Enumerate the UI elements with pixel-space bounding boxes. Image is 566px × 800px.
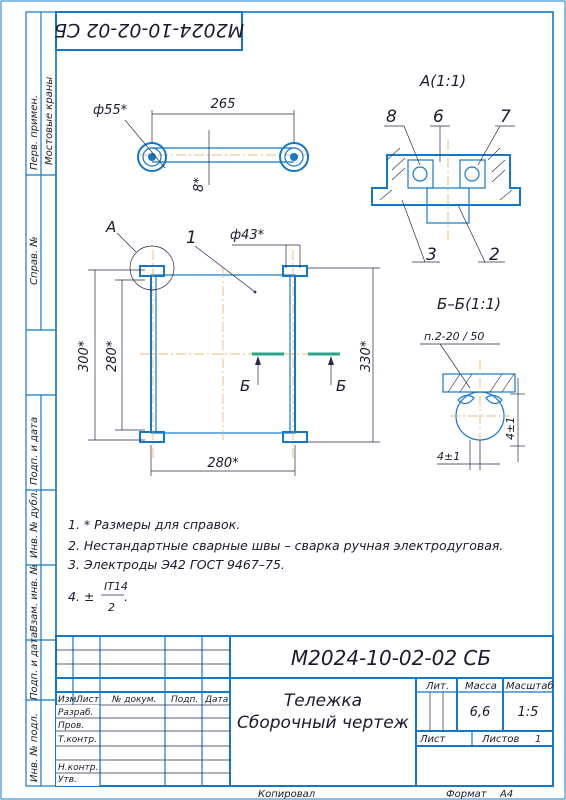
stamp-title-2: Сборочный чертеж bbox=[237, 713, 409, 733]
sheet-border bbox=[1, 1, 565, 799]
dim-265: 265 bbox=[210, 97, 236, 112]
note-4-den: 2 bbox=[108, 601, 115, 614]
dim-300: 300* bbox=[77, 340, 92, 372]
row-tkontr: Т.контр. bbox=[58, 735, 98, 745]
side-label-perv: Перв. примен. bbox=[29, 94, 40, 170]
note-4-prefix: 4. ± bbox=[68, 589, 95, 604]
dim-41b: 4±1 bbox=[504, 416, 517, 440]
stamp-code: М2024-10-02-02 СБ bbox=[290, 646, 492, 670]
label-3: 3 bbox=[426, 245, 437, 265]
lbl-listov: Листов bbox=[482, 734, 520, 745]
note-4-num: IT14 bbox=[104, 580, 128, 593]
val-format: А4 bbox=[500, 789, 514, 800]
lbl-kopiroval: Копировал bbox=[258, 789, 316, 800]
side-label-podp2: Подп. и дата bbox=[29, 631, 40, 700]
hdr-list: Лист bbox=[76, 695, 99, 705]
lbl-masshtab: Масштаб bbox=[506, 681, 554, 692]
title-block bbox=[56, 636, 554, 800]
label-A: А bbox=[106, 218, 117, 236]
dim-d55: ф55* bbox=[93, 103, 128, 118]
side-label-inv-podl: Инв. № подл. bbox=[29, 713, 40, 782]
dim-8: 8* bbox=[192, 177, 207, 192]
code-rotated: М2024-10-02-02 СБ bbox=[53, 19, 245, 41]
label-2: 2 bbox=[489, 245, 500, 265]
view-A-title: А(1:1) bbox=[420, 72, 467, 90]
notes bbox=[68, 517, 503, 614]
side-label-sprav: Справ. № bbox=[29, 236, 40, 285]
stamp-title-1: Тележка bbox=[283, 691, 363, 711]
hdr-podp: Подп. bbox=[171, 695, 199, 705]
label-8: 8 bbox=[386, 107, 397, 127]
side-label-podp1: Подп. и дата bbox=[29, 416, 40, 485]
dim-280h: 280* bbox=[207, 456, 239, 471]
code-box-rotated bbox=[54, 12, 244, 50]
dim-280v: 280* bbox=[105, 340, 120, 372]
side-label-inv-dubl: Инв. № дубл. bbox=[29, 489, 40, 558]
label-B2: Б bbox=[336, 377, 347, 395]
val-scale: 1:5 bbox=[517, 705, 539, 720]
dim-330: 330* bbox=[359, 340, 374, 372]
label-1: 1 bbox=[186, 228, 197, 248]
view-BB-title: Б–Б(1:1) bbox=[437, 295, 501, 313]
weld-label: п.2-20 / 50 bbox=[424, 330, 485, 343]
lbl-format: Формат bbox=[446, 789, 487, 800]
row-nkontr: Н.контр. bbox=[58, 763, 99, 773]
note-4-dot: . bbox=[124, 589, 128, 604]
side-label-vzam: Взам. инв. № bbox=[29, 564, 40, 632]
label-6: 6 bbox=[433, 107, 444, 127]
lbl-list: Лист bbox=[420, 734, 446, 745]
front-view bbox=[77, 218, 380, 476]
top-view bbox=[93, 97, 310, 192]
hdr-doc: № докум. bbox=[112, 695, 157, 705]
detail-A bbox=[372, 72, 520, 265]
lbl-lit: Лит. bbox=[426, 681, 450, 692]
side-strip bbox=[26, 12, 56, 786]
side-label-kran: Мостовые краны bbox=[44, 76, 55, 165]
row-utv: Утв. bbox=[58, 775, 77, 785]
note-2: 2. Нестандартные сварные швы – сварка ручная электродуговая. bbox=[68, 538, 504, 553]
lbl-massa: Масса bbox=[465, 681, 497, 692]
dim-d43: ф43* bbox=[230, 228, 265, 243]
hdr-data: Дата bbox=[205, 695, 229, 705]
note-3: 3. Электроды Э42 ГОСТ 9467–75. bbox=[68, 557, 285, 572]
val-listov: 1 bbox=[535, 734, 542, 745]
row-prov: Пров. bbox=[58, 721, 85, 731]
val-massa: 6,6 bbox=[469, 705, 491, 720]
dim-41a: 4±1 bbox=[437, 450, 461, 463]
hdr-izm: Изм. bbox=[58, 695, 80, 705]
label-7: 7 bbox=[500, 107, 511, 127]
note-1: 1. * Размеры для справок. bbox=[68, 517, 241, 532]
label-B1: Б bbox=[240, 377, 251, 395]
section-BB bbox=[420, 295, 525, 470]
row-razrab: Разраб. bbox=[58, 708, 94, 718]
